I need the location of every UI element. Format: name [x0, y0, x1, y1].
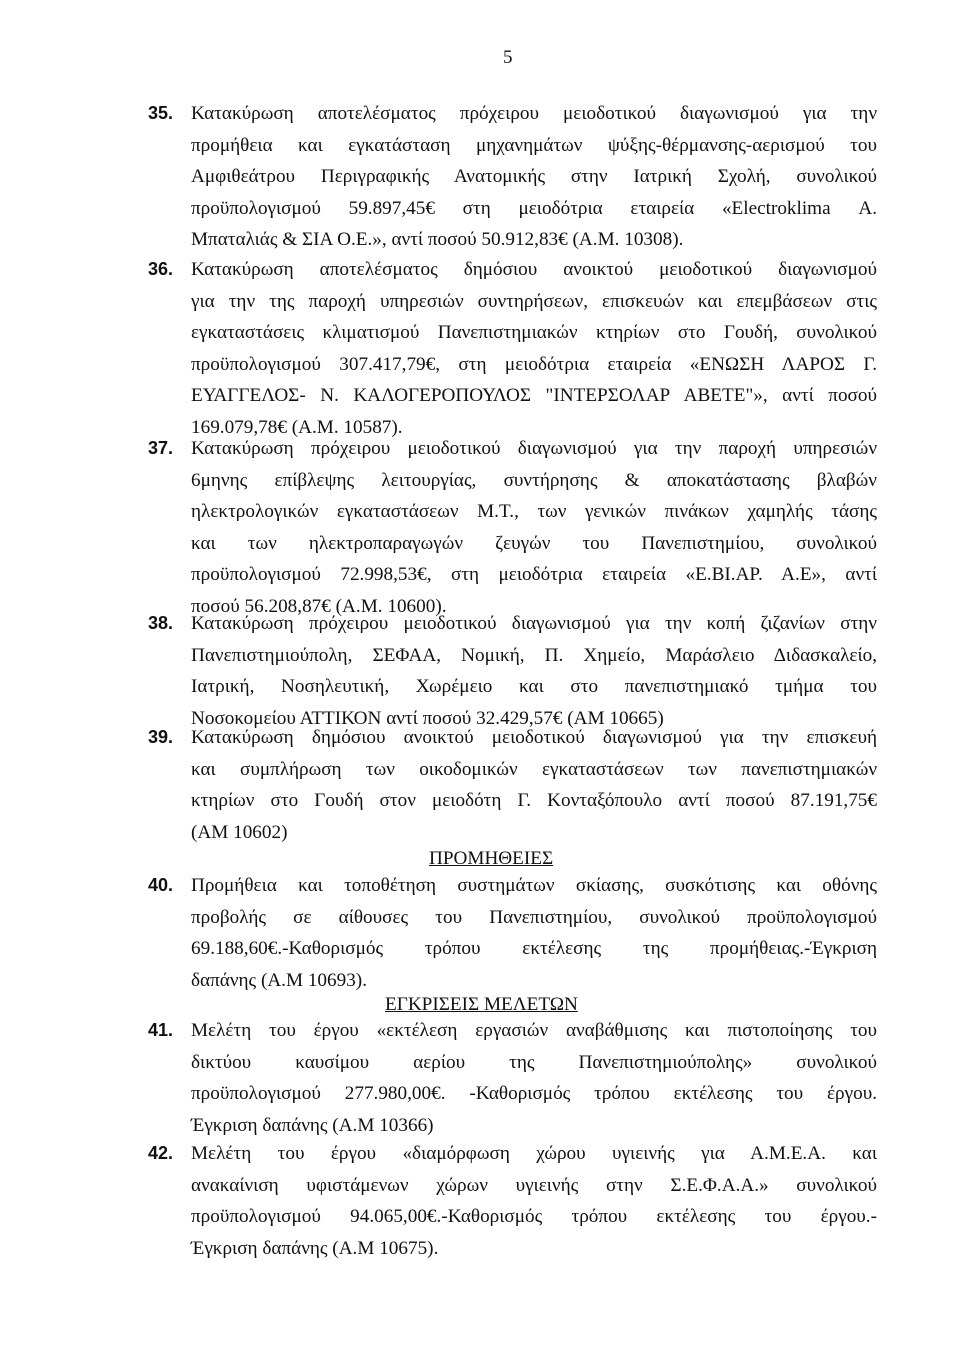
item-line: ηλεκτρολογικών εγκαταστάσεων Μ.Τ., των γενικών πινάκων χαμηλής τάσης [191, 501, 877, 522]
item-number: 37. [148, 438, 174, 458]
section-heading-supplies: ΠΡΟΜΗΘΕΙΕΣ [429, 848, 554, 869]
item-line: 169.079,78€ (Α.Μ. 10587). [191, 416, 403, 438]
item-line: προϋπολογισμού 277.980,00€. -Καθορισμός τρόπου εκτέλεσης του έργου. [191, 1083, 877, 1104]
item-line: δαπάνης (Α.Μ 10693). [191, 969, 367, 991]
item-line: ανακαίνιση υφιστάμενων χώρων υγιεινής στην Σ.Ε.Φ.Α.Α.» συνολικού [191, 1174, 877, 1196]
item-number: 42. [148, 1143, 174, 1163]
item-line: Αμφιθεάτρου Περιγραφικής Ανατομικής στην Ιατρική Σχολή, συνολικού [191, 166, 877, 187]
item-line: Κατακύρωση αποτελέσματος δημόσιου ανοικτού μειοδοτικού διαγωνισμού [191, 259, 877, 280]
section-heading-study-approvals: ΕΓΚΡΙΣΕΙΣ ΜΕΛΕΤΩΝ [385, 994, 578, 1015]
item-line: (ΑΜ 10602) [191, 821, 288, 843]
item-number: 39. [148, 727, 174, 747]
agenda-item-42 [148, 1138, 878, 1264]
item-line: κτηρίων στο Γουδή στον μειοδότη Γ. Κονταξόπουλο αντί ποσού 87.191,75€ [191, 790, 877, 811]
agenda-item-38 [148, 608, 878, 734]
item-line: 6μηνης επίβλεψης λειτουργίας, συντήρησης & αποκατάστασης βλαβών [191, 469, 877, 491]
item-number: 36. [148, 259, 174, 279]
item-number: 41. [148, 1020, 174, 1040]
item-line: και συμπλήρωση των οικοδομικών εγκαταστάσεων των πανεπιστημιακών [191, 758, 877, 780]
page-number: 5 [503, 47, 513, 68]
item-line: προϋπολογισμού 94.065,00€.-Καθορισμός τρόπου εκτέλεσης του έργου.- [191, 1206, 877, 1227]
agenda-item-35 [148, 98, 878, 256]
agenda-item-37 [148, 433, 878, 622]
item-line: Κατακύρωση πρόχειρου μειοδοτικού διαγωνισμού για την κοπή ζιζανίων στην [191, 613, 877, 634]
item-line: προϋπολογισμού 72.998,53€, στη μειοδότρια εταιρεία «Ε.ΒΙ.ΑΡ. Α.Ε», αντί [191, 564, 877, 585]
item-line: δικτύου καυσίμου αερίου της Πανεπιστημιούπολης» συνολικού [191, 1051, 877, 1073]
item-line: Έγκριση δαπάνης (Α.Μ 10366) [191, 1114, 434, 1136]
item-line: Πανεπιστημιούπολη, ΣΕΦΑΑ, Νομική, Π. Χημείο, Μαράσλειο Διδασκαλείο, [191, 644, 877, 666]
item-line: προϋπολογισμού 59.897,45€ στη μειοδότρια εταιρεία «Electroklima Α. [191, 197, 877, 219]
item-number: 38. [148, 613, 174, 633]
item-line: 69.188,60€.-Καθορισμός τρόπου εκτέλεσης της προμήθειας.-Έγκριση [191, 938, 877, 959]
item-line: προβολής σε αίθουσες του Πανεπιστημίου, συνολικού προϋπολογισμού [191, 906, 877, 928]
item-number: 40. [148, 875, 174, 895]
item-line: Μπαταλιάς & ΣΙΑ Ο.Ε.», αντί ποσού 50.912,83€ (Α.Μ. 10308). [191, 229, 684, 250]
item-line: Κατακύρωση πρόχειρου μειοδοτικού διαγωνισμού για την παροχή υπηρεσιών [191, 438, 877, 459]
item-line: Κατακύρωση δημόσιου ανοικτού μειοδοτικού διαγωνισμού για την επισκευή [191, 727, 877, 748]
agenda-item-39 [148, 722, 878, 848]
item-line: ποσού 56.208,87€ (Α.Μ. 10600). [191, 595, 447, 617]
agenda-item-41 [148, 1015, 878, 1141]
item-line: Μελέτη του έργου «εκτέλεση εργασιών αναβάθμισης και πιστοποίησης του [191, 1020, 877, 1041]
item-line: Ιατρική, Νοσηλευτική, Χωρέμειο και στο πανεπιστημιακό τμήμα του [191, 676, 877, 697]
item-line: προμήθεια και εγκατάσταση μηχανημάτων ψύξης-θέρμανσης-αερισμού του [191, 134, 877, 156]
item-line: και των ηλεκτροπαραγωγών ζευγών του Πανεπιστημίου, συνολικού [191, 532, 877, 554]
item-line: εγκαταστάσεις κλιματισμού Πανεπιστημιακών κτηρίων στο Γουδή, συνολικού [191, 322, 877, 343]
agenda-item-36 [148, 254, 878, 443]
item-line: Προμήθεια και τοποθέτηση συστημάτων σκίασης, συσκότισης και οθόνης [191, 875, 877, 896]
agenda-item-40 [148, 870, 878, 996]
item-number: 35. [148, 103, 174, 123]
item-line: ΕΥΑΓΓΕΛΟΣ- Ν. ΚΑΛΟΓΕΡΟΠΟΥΛΟΣ "ΙΝΤΕΡΣΟΛΑΡ ΑΒΕΤΕ"», αντί ποσού [191, 385, 877, 406]
item-line: Νοσοκομείου ΑΤΤΙΚΟΝ αντί ποσού 32.429,57€ (ΑΜ 10665) [191, 707, 664, 729]
item-line: Μελέτη του έργου «διαμόρφωση χώρου υγιεινής για Α.Μ.Ε.Α. και [191, 1143, 877, 1164]
item-line: προϋπολογισμού 307.417,79€, στη μειοδότρια εταιρεία «ΕΝΩΣΗ ΛΑΡΟΣ Γ. [191, 353, 877, 375]
item-line: Κατακύρωση αποτελέσματος πρόχειρου μειοδοτικού διαγωνισμού για την [191, 103, 877, 124]
item-line: Έγκριση δαπάνης (Α.Μ 10675). [191, 1237, 439, 1259]
item-line: για την της παροχή υπηρεσιών συντηρήσεων, επισκευών και επεμβάσεων στις [191, 290, 877, 312]
